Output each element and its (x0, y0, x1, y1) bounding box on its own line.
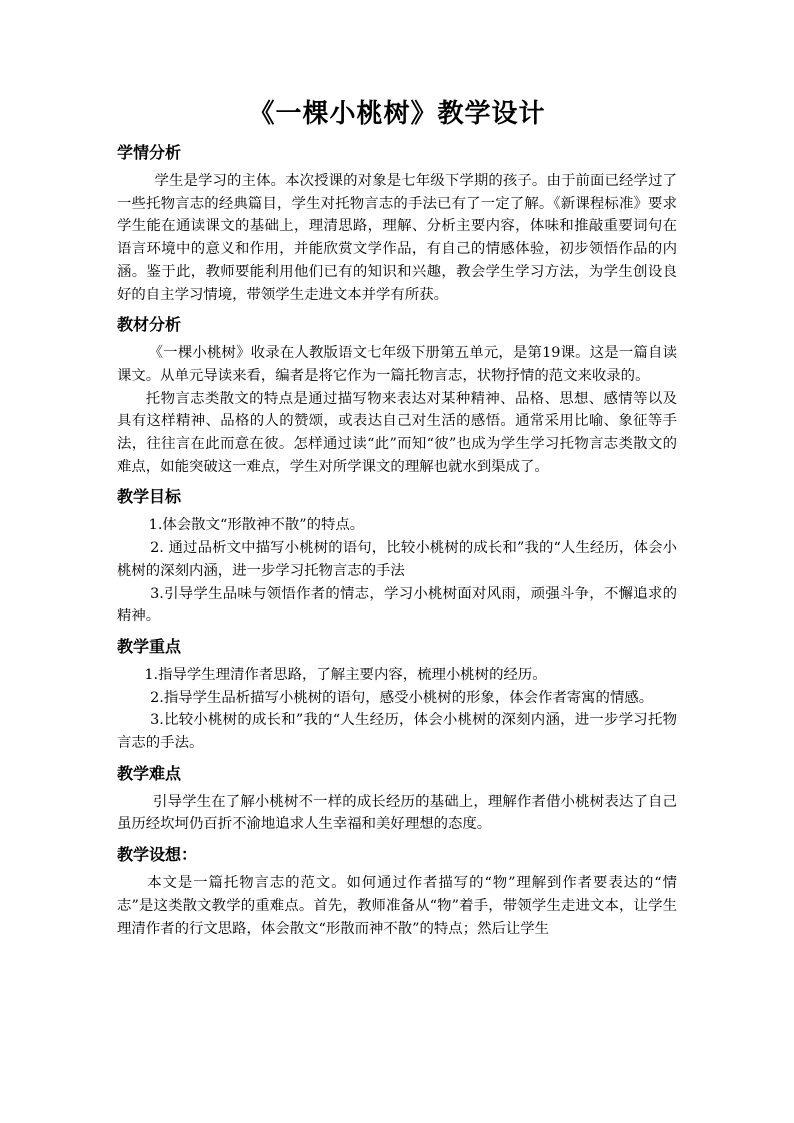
section-jiaocai (117, 314, 677, 478)
paragraph: 托物言志类散文的特点是通过描写物来表达对某种精神、品格、思想、感情等以及具有这样精神、品格的人的赞颂，或表达自己对生活的感悟。通常采用比喻、象征等手法，往往言在此而意在彼。怎样通过读“此”而知“彼”也成为学生学习托物言志类散文的难点，如能突破这一难点，学生对所学课文的理解也就水到渠成了。 (117, 390, 677, 475)
section-mubiao (117, 486, 677, 628)
section-shexiang (117, 844, 677, 940)
paragraph: 本文是一篇托物言志的范文。如何通过作者描写的“物”理解到作者要表达的“情志”是这类散文教学的重难点。首先，教师准备从“物”着手，带领学生走进文本，让学生理清作者的行文思路，体会散文“形散而神不散”的特点；然后让学生 (117, 875, 677, 937)
paragraph: 《一棵小桃树》收录在人教版语文七年级下册第五单元，是第19课。这是一篇自读课文。从单元导读来看，编者是将它作为一篇托物言志，状物抒情的范文来收录的。 (117, 345, 677, 384)
section-heading: 教学难点 (117, 763, 182, 783)
section-nandian (117, 763, 677, 836)
section-heading: 教学重点 (117, 636, 182, 656)
list-item: 2.指导学生品析描写小桃树的语句，感受小桃树的形象，体会作者寄寓的情感。 (150, 689, 654, 706)
section-heading: 学情分析 (117, 143, 182, 162)
list-item: 1.指导学生理清作者思路，了解主要内容，梳理小桃树的经历。 (144, 666, 547, 683)
section-heading: 教学设想： (117, 845, 198, 865)
section-heading: 教材分析 (117, 315, 182, 335)
section-heading: 教学目标 (117, 487, 182, 507)
paragraph: 学生是学习的主体。本次授课的对象是七年级下学期的孩子。由于前面已经学过了一些托物言志的经典篇目，学生对托物言志的手法已有了一定了解。《新课程标准》要求学生能在通读课文的基础上，理清思路，理解、分析主要内容，体味和推敲重要词句在语言环境中的意义和作用，并能欣赏文学作品，有自己的情感体验，初步领悟作品的内涵。鉴于此，教师要能利用他们已有的知识和兴趣，教会学生学习方法，为学生创设良好的自主学习情境，带领学生走进文本并学有所获。 (117, 173, 677, 303)
document-title: 《一棵小桃树》教学设计 (248, 99, 546, 129)
list-item: 1.体会散文“形散神不散”的特点。 (148, 517, 365, 534)
list-item: 2. 通过品析文中描写小桃树的语句，比较小桃树的成长和”我的“人生经历，体会小桃树的深刻内涵，进一步学习托物言志的手法 (117, 540, 677, 579)
paragraph: 引导学生在了解小桃树不一样的成长经历的基础上，理解作者借小桃树表达了自己虽历经坎坷仍百折不渝地追求人生幸福和美好理想的态度。 (117, 793, 677, 833)
section-zhongdian (117, 636, 677, 755)
section-xueqing (117, 142, 677, 306)
list-item: 3.引导学生品味与领悟作者的情志，学习小桃树面对风雨，顽强斗争，不懈追求的精神。 (117, 585, 677, 625)
list-item: 3.比较小桃树的成长和”我的“人生经历，体会小桃树的深刻内涵，进一步学习托物言志的手法。 (117, 712, 677, 752)
document-page (117, 96, 677, 940)
